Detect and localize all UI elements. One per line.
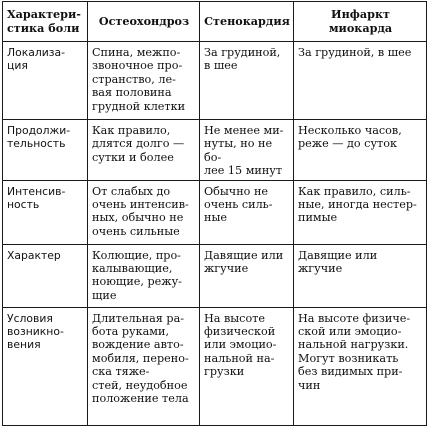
header-angina: Стенокардия	[200, 2, 294, 42]
cell-angina: Не менее ми- нуты, но не бо- лее 15 минут	[200, 120, 294, 181]
cell-infarction: За грудиной, в шее	[294, 42, 427, 120]
cell-osteochondrosis: Длительная ра- бота руками, вождение авто- мобиля, перено- ска тяже- стей, неудобное положение тела	[88, 307, 200, 425]
cell-infarction: На высоте физиче- ской или эмоцио- нальной нагрузки. Могут возникать без видимых при- чин	[294, 307, 427, 425]
header-myocardial-infarction: Инфаркт миокарда	[294, 2, 427, 42]
table-header	[3, 2, 427, 42]
table-row-character	[3, 244, 427, 307]
row-label: Продолжи- тельность	[3, 120, 88, 181]
table-row-localization	[3, 42, 427, 120]
cell-angina: За грудиной, в шее	[200, 42, 294, 120]
table-row-conditions	[3, 307, 427, 425]
cell-angina: На высоте физической или эмоцио- нальной на- грузки	[200, 307, 294, 425]
cell-angina: Давящие или жгучие	[200, 244, 294, 307]
pain-comparison-table	[2, 1, 427, 426]
row-label: Характер	[3, 244, 88, 307]
cell-angina: Обычно не очень силь- ные	[200, 180, 294, 244]
header-row	[3, 2, 427, 42]
row-label: Условия возникно- вения	[3, 307, 88, 425]
header-osteochondrosis: Остеохондроз	[88, 2, 200, 42]
row-label: Интенсив- ность	[3, 180, 88, 244]
cell-osteochondrosis: Колющие, про- калывающие, ноющие, режу- щие	[88, 244, 200, 307]
table-body	[3, 42, 427, 426]
cell-osteochondrosis: От слабых до очень интенсив- ных, обычно не очень сильные	[88, 180, 200, 244]
table-row-intensity	[3, 180, 427, 244]
table-row-duration	[3, 120, 427, 181]
cell-infarction: Как правило, силь- ные, иногда нестер- пимые	[294, 180, 427, 244]
row-label: Локализа- ция	[3, 42, 88, 120]
header-characteristic: Характери- стика боли	[3, 2, 88, 42]
cell-infarction: Несколько часов, реже — до суток	[294, 120, 427, 181]
cell-osteochondrosis: Спина, межпо- звоночное про- странство, ле- вая половина грудной клетки	[88, 42, 200, 120]
cell-infarction: Давящие или жгучие	[294, 244, 427, 307]
cell-osteochondrosis: Как правило, длятся долго — сутки и более	[88, 120, 200, 181]
